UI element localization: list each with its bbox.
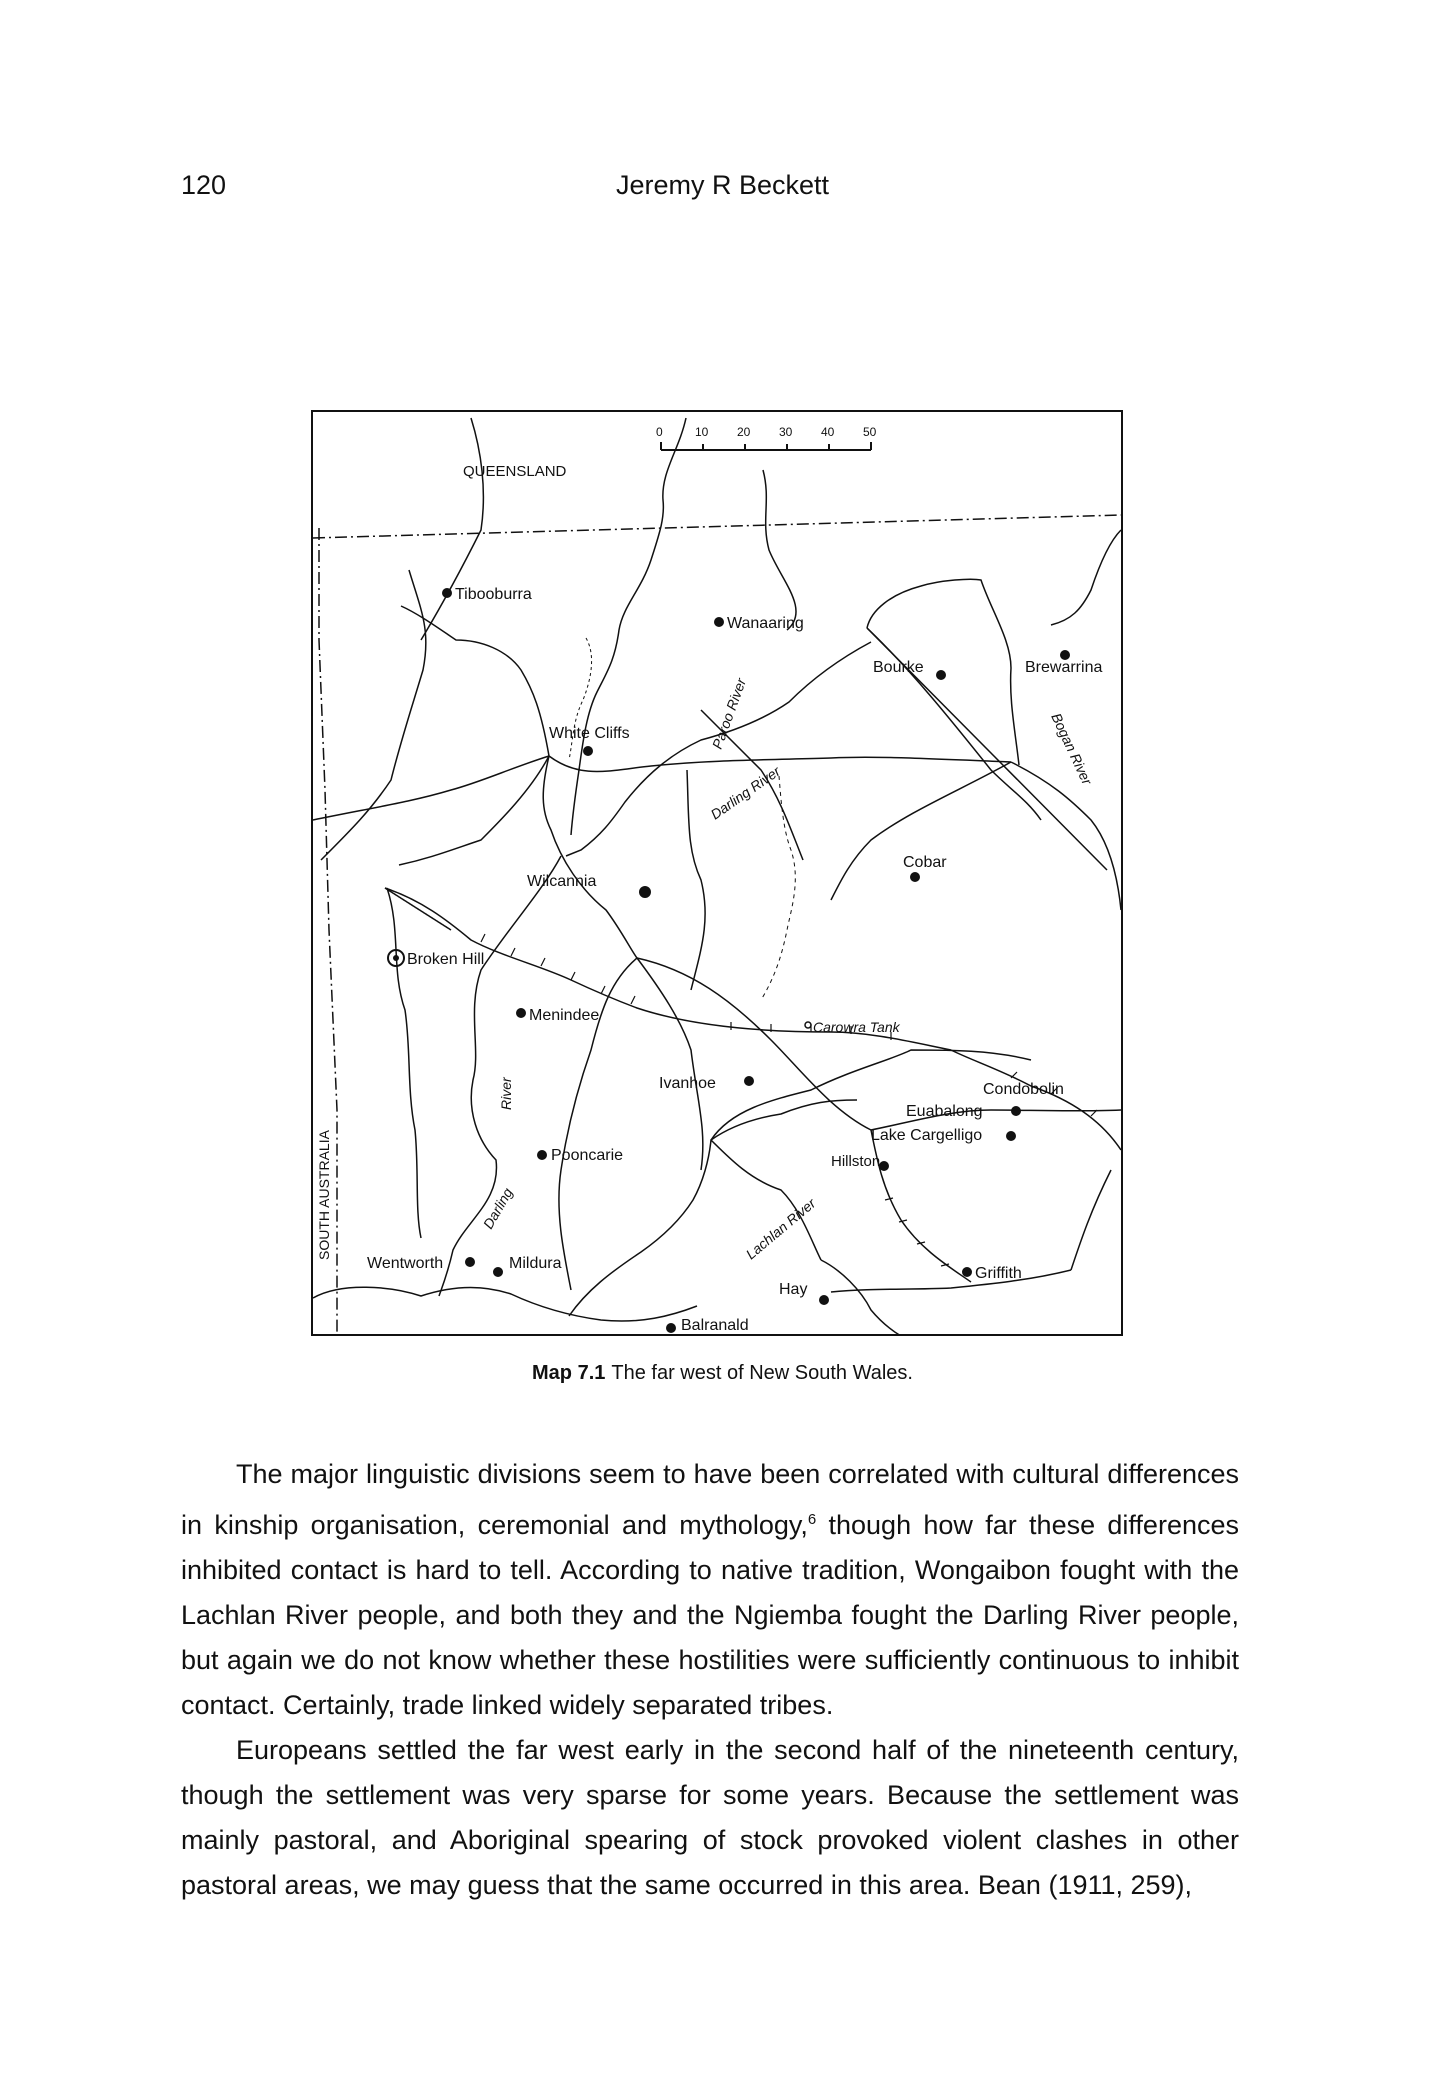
label-hillston: Hillston (831, 1153, 881, 1170)
p1-before: The major linguistic divisions seem to have been correlated with cultural differences in kinship organisation, ceremonial and mythology, (181, 1459, 1239, 1540)
label-brewarrina: Brewarrina (1025, 659, 1103, 676)
paragraph-2: Europeans settled the far west early in the second half of the nineteenth century, though the settlement was very sparse for some years. Because the settlement was mainly pastoral, and Aboriginal spearing of stock provoked violent clashes in other pastoral areas, we may guess that the same occurred in this area. Bean (1911, 259), (181, 1735, 1239, 1900)
scale-tick-40: 40 (821, 425, 835, 439)
track-carowra (761, 776, 795, 1000)
scale-tick-30: 30 (779, 425, 793, 439)
running-head: Jeremy R Beckett (615, 170, 830, 200)
darling-river-lower (439, 856, 561, 1296)
label-carowra-tank: Carowra Tank (813, 1019, 900, 1035)
carowra-tank-marker (805, 1022, 811, 1028)
label-queensland: QUEENSLAND (463, 463, 567, 480)
label-griffith: Griffith (975, 1265, 1022, 1282)
border-qld (313, 515, 1121, 538)
label-broken-hill: Broken Hill (407, 951, 485, 968)
map-caption (0, 1362, 1445, 1385)
label-hay: Hay (779, 1281, 808, 1298)
town-markers (442, 588, 1070, 1333)
body-text (181, 1452, 1239, 1908)
label-wilcannia: Wilcannia (527, 873, 597, 890)
label-wanaaring: Wanaaring (727, 615, 804, 632)
map-border (312, 411, 1122, 1335)
roads (313, 418, 1121, 1336)
paragraph-1 (181, 1452, 1239, 1728)
label-white-cliffs: White Cliffs (549, 725, 630, 742)
scale-tick-20: 20 (737, 425, 751, 439)
label-wentworth: Wentworth (367, 1255, 444, 1272)
label-darling-river-upper: Darling River (707, 762, 784, 823)
label-lake-cargelligo: Lake Cargelligo (871, 1127, 983, 1144)
footnote-ref: 6 (807, 1511, 817, 1528)
murray-river (313, 1287, 697, 1321)
label-cobar: Cobar (903, 854, 947, 871)
label-river-lower: River (498, 1077, 514, 1110)
label-bogan-river: Bogan River (1048, 710, 1096, 788)
label-tibooburra: Tibooburra (455, 586, 532, 603)
scale-bar (656, 425, 877, 450)
scale-tick-50: 50 (863, 425, 877, 439)
paroo-river (571, 418, 686, 835)
label-south-australia: SOUTH AUSTRALIA (316, 1130, 332, 1260)
label-ivanhoe: Ivanhoe (659, 1075, 716, 1092)
scale-tick-10: 10 (695, 425, 709, 439)
caption-label: Map 7.1 (532, 1362, 606, 1384)
label-euabalong: Euabalong (906, 1103, 983, 1120)
map-figure (311, 410, 1123, 1336)
caption-text: The far west of New South Wales. (611, 1362, 913, 1384)
map-canvas (311, 410, 1123, 1336)
label-balranald: Balranald (681, 1317, 749, 1334)
river-ne (1051, 530, 1121, 625)
label-condobolin: Condobolin (983, 1081, 1064, 1098)
label-lachlan-river: Lachlan River (742, 1195, 819, 1263)
scale-tick-0: 0 (656, 425, 663, 439)
river-upper-east (763, 470, 796, 630)
label-mildura: Mildura (509, 1255, 562, 1272)
label-darling-lower: Darling (479, 1185, 516, 1232)
label-bourke: Bourke (873, 659, 924, 676)
label-paroo-river: Paroo River (708, 676, 750, 752)
label-pooncarie: Pooncarie (551, 1147, 624, 1164)
label-menindee: Menindee (529, 1007, 600, 1024)
p1-after: though how far these differences inhibited contact is hard to tell. According to native tradition, Wongaibon fought with the Lachlan River people, and both they and the Ngiemba fought the Darling River people, but again we do not know whether these hostilities were sufficiently continuous to inhibit contact. Certainly, trade linked widely separated tribes. (181, 1510, 1239, 1720)
page-number: 120 (181, 170, 227, 200)
